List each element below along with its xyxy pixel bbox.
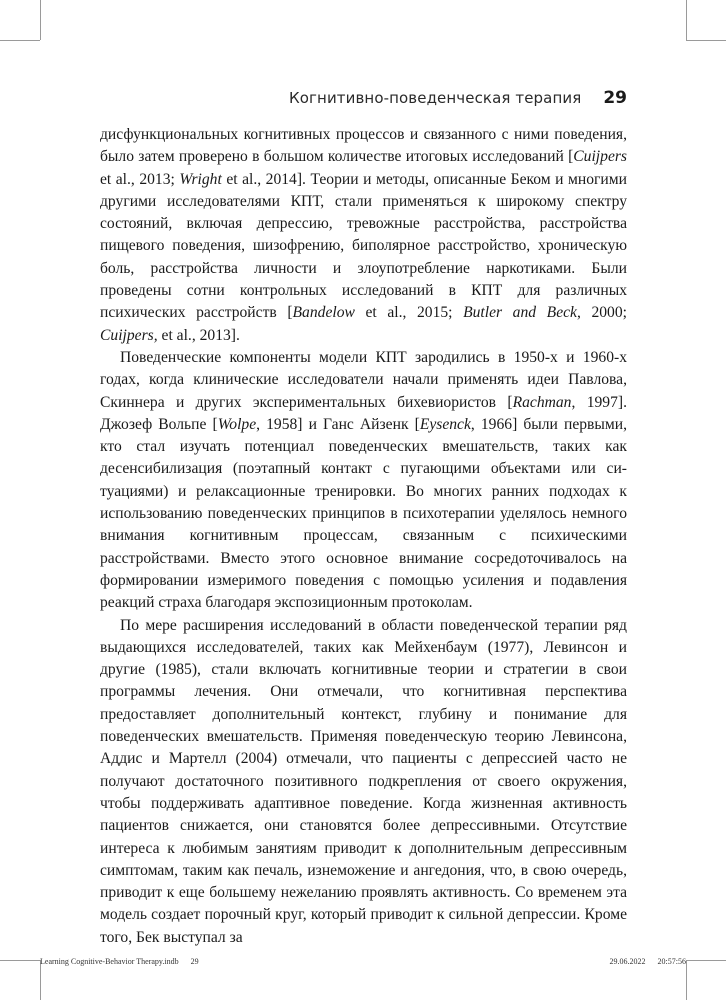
footer-file-page: 29 [190, 957, 199, 966]
paragraph [100, 347, 627, 615]
crop-mark [686, 0, 687, 40]
crop-mark [686, 960, 726, 961]
page-number: 29 [603, 88, 627, 108]
citation-author: Wright [179, 170, 222, 188]
body-text [100, 124, 627, 949]
citation-author: Rachman [512, 393, 572, 411]
print-footer [40, 957, 686, 966]
paragraph [100, 615, 627, 949]
crop-mark [686, 960, 687, 1000]
crop-mark [40, 960, 41, 1000]
paragraph-text: По мере расширения исследований в области поведенческой терапии ряд выдающихся исследователей, таких как Мейхенбаум (1977), Левинсон и другие (1985), стали включать когнитивные теории и стратегии в свои программы лечения. Они отмечали, что когнитивная перспектива предоставляет дополнительный контекст, глубину и понимание для поведенческих вмешательств. Применяя поведенческую теорию Левинсона, Аддис и Мартелл (2004) отмечали, что пациенты с депрессией часто не получают достаточного позитивного подкрепления от своего окружения, чтобы поддерживать адаптивное поведение. Когда жизненная активность пациентов снижается, они становятся более депрессивными. Отсутствие интереса к любимым занятиям приводит к дополнительным депрессивным симптомам, таким как печаль, изнеможение и ангедония, что, в свою очередь, приводит к еще большему нежеланию проявлять активность. Со временем эта модель создает порочный круг, который приводит к сильной депрессии. Кроме того, Бек выступал за [100, 616, 627, 946]
footer-timestamp [610, 957, 686, 966]
paragraph-text: et al., 2013]. [157, 326, 240, 344]
running-title: Когнитивно-поведенческая терапия [289, 89, 582, 107]
crop-mark [0, 960, 40, 961]
citation-author: Butler and Beck [463, 304, 577, 322]
footer-file-name: Learning Cognitive-Behavior Therapy.indb [40, 957, 179, 966]
running-head [100, 88, 627, 110]
footer-date: 29.06.2022 [609, 957, 646, 966]
crop-mark [0, 40, 40, 41]
paragraph-text: , 1997]. Джозеф Вольпе [ [100, 393, 627, 433]
crop-mark [40, 0, 41, 40]
paragraph-text: et al., 2015; [354, 304, 464, 322]
paragraph-text: et al., 2014]. Теории и методы, описанные Беком и многими другими исследователями КПТ, стали применяться к широкому спектру состояний, включая депрессию, тревожные расстройства, расстройства пищевого поведения, шизофрению, биполярное расстройство, хроническую боль, расстройства личности и злоупотребление наркотиками. Были проведены сотни контрольных исследований в КПТ для различных психических расстройств [ [100, 170, 627, 322]
paragraph-text: , 1966] были первыми, кто стал изучать потенциал поведенческих вмешательств, таких как десенсибилизация (поэтапный контакт с пугающими объектами или ситуациями) и релаксационные тренировки. Во многих ранних подходах к использованию поведенческих принципов в психотерапии уделялось немного внимания когнитивным процессам, связанным с психическими расстройствами. Вместо этого основное внимание сосредоточивалось на формировании измеримого поведения с помощью усиления и подавления реакций страха благодаря экспозиционным протоколам. [100, 415, 627, 612]
citation-author: Wolpe [217, 415, 257, 433]
paragraph-text: дисфункциональных когнитивных процессов и связанного с ними поведения, было затем проверено в большом количестве итоговых исследований [ [100, 126, 627, 166]
citation-author: Cuijpers [573, 148, 627, 166]
footer-time: 20:57:56 [657, 957, 686, 966]
paragraph-text: Поведенческие компоненты модели КПТ зародились в 1950-х и 1960-х годах, когда клинические исследователи начали применять идеи Павлова, Скиннера и других экспериментальных бихевиористов [ [100, 348, 627, 411]
paragraph-text: , 2000; [576, 304, 627, 322]
paragraph-text: et al., 2013; [100, 170, 180, 188]
citation-author: Eysenck [419, 415, 471, 433]
citation-author: Bandelow [292, 304, 355, 322]
citation-author: Cuijpers, [100, 326, 158, 344]
paragraph-text: , 1958] и Ганс Айзенк [ [256, 415, 420, 433]
footer-file-info [40, 957, 199, 966]
paragraph [100, 124, 627, 347]
crop-mark [686, 40, 726, 41]
